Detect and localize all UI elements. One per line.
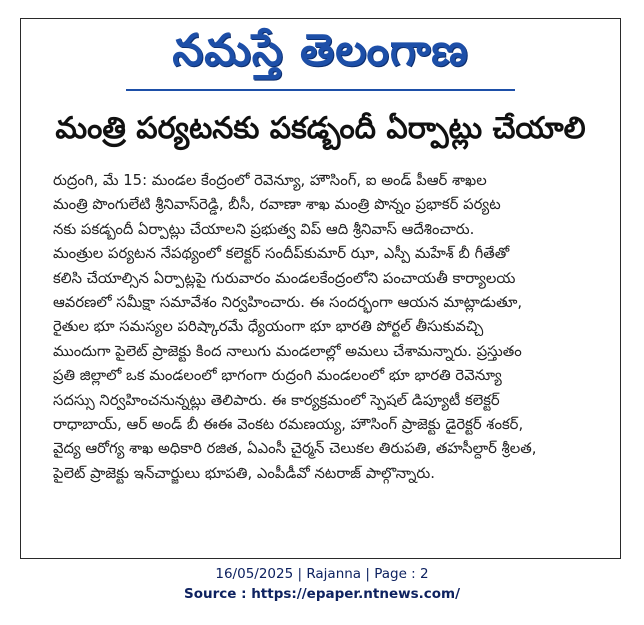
newspaper-masthead: నమస్తే తెలంగాణ <box>172 25 469 76</box>
clipping-frame <box>20 18 621 559</box>
article-line: రైతుల భూ సమస్యల పరిష్కారమే ధ్యేయంగా భూ భారతి పోర్టల్ తీసుకువచ్చి <box>53 318 484 336</box>
article-body <box>53 169 608 486</box>
masthead-underline <box>126 89 515 91</box>
article-line: ఆవరణలో సమీక్షా సమావేశం నిర్వహించారు. ఈ సందర్భంగా ఆయన మాట్లాడుతూ, <box>53 294 523 312</box>
article-line: రుద్రంగి, మే 15: మండల కేంద్రంలో రెవెన్యూ, హౌసింగ్, ఐ అండ్ పీఆర్ శాఖల <box>53 172 487 189</box>
article-line: సదస్సు నిర్వహించనున్నట్లు తెలిపారు. ఈ కార్యక్రమంలో స్పెషల్ డిప్యూటీ కలెక్టర్ <box>53 391 500 409</box>
article-line: పైలెట్ ప్రాజెక్టు ఇన్‌చార్జులు భూపతి, ఎంపీడీవో నటరాజ్ పాల్గొన్నారు. <box>53 464 435 482</box>
article-line: ముందుగా పైలెట్ ప్రాజెక్టు కింద నాలుగు మండలాల్లో అమలు చేశామన్నారు. ప్రస్తుతం <box>53 342 522 360</box>
article-line: కలిసి చేయాల్సిన ఏర్పాట్లపై గురువారం మండలకేంద్రంలోని పంచాయతీ కార్యాలయ <box>53 269 516 287</box>
clipping-source-link: Source : https://epaper.ntnews.com/ <box>183 586 461 602</box>
clipping-date-edition-page: 16/05/2025 | Rajanna | Page : 2 <box>215 566 429 582</box>
article-line: మంత్రి పొంగులేటి శ్రీనివాస్‌రెడ్డి, బీసీ, రవాణా శాఖ మంత్రి పొన్నం ప్రభాకర్ పర్యట <box>53 196 501 214</box>
article-line: నకు పకడ్బందీ ఏర్పాట్లు చేయాలని ప్రభుత్వ విప్ ఆది శ్రీనివాస్ ఆదేశించారు. <box>53 220 475 238</box>
article-line: మంత్రుల పర్యటన నేపథ్యంలో కలెక్టర్ సందీప్‌కుమార్ ఝా, ఎస్పీ మహేశ్ బీ గీతేతో <box>53 245 510 263</box>
article-line: ప్రతి జిల్లాలో ఒక మండలంలో భాగంగా రుద్రంగి మండలంలో భూ భారతి రెవెన్యూ <box>53 367 502 385</box>
article-headline: మంత్రి పర్యటనకు పకడ్బందీ ఏర్పాట్లు చేయాలి <box>55 111 586 146</box>
article-line: వైద్య ఆరోగ్య శాఖ అధికారి రజిత, ఏఎంసీ చైర్మన్ చెలుకల తిరుపతి, తహసీల్దార్ శ్రీలత, <box>53 440 537 458</box>
article-line: రాధాబాయ్, ఆర్ అండ్ బీ ఈఈ వెంకట రమణయ్య, హౌసింగ్ ప్రాజెక్టు డైరెక్టర్ శంకర్, <box>53 416 524 434</box>
